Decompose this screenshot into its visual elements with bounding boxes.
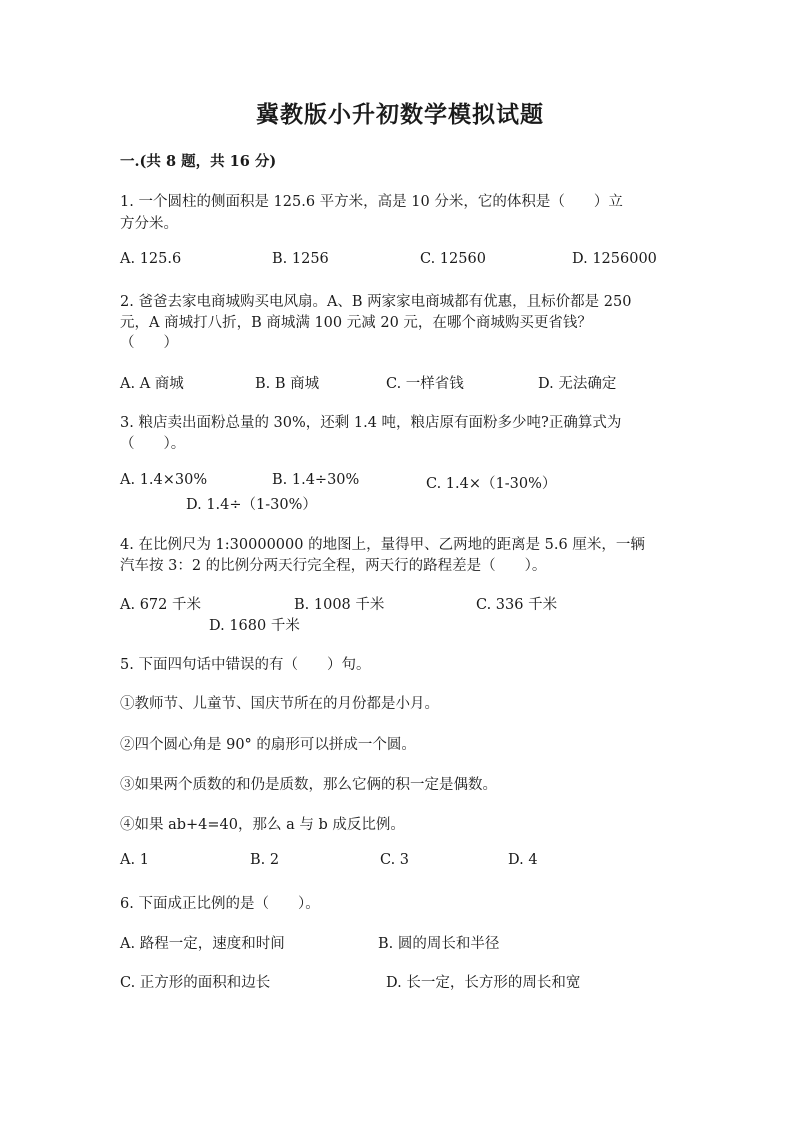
question-2-option-a: A. A 商城 [120, 376, 184, 392]
question-1-option-b: B. 1256 [272, 251, 329, 267]
question-1-option-c: C. 12560 [420, 251, 486, 267]
question-2-option-c: C. 一样省钱 [386, 376, 464, 392]
question-2-option-d: D. 无法确定 [538, 376, 617, 392]
question-6-text: 6. 下面成正比例的是（ ）。 [120, 896, 320, 912]
question-3-text-line-1: 3. 粮店卖出面粉总量的 30%，还剩 1.4 吨，粮店原有面粉多少吨?正确算式为 [120, 415, 622, 431]
question-6-option-d: D. 长一定，长方形的周长和宽 [386, 975, 581, 991]
question-5-statement-1: ①教师节、儿童节、国庆节所在的月份都是小月。 [120, 696, 439, 712]
question-3-text-line-2: （ ）。 [120, 436, 186, 452]
question-4-text-line-2: 汽车按 3：2 的比例分两天行完全程，两天行的路程差是（ ）。 [120, 558, 547, 574]
question-4-text-line-1: 4. 在比例尺为 1:30000000 的地图上，量得甲、乙两地的距离是 5.6 厘米，一辆 [120, 537, 645, 553]
question-1-text-line-2: 方分米。 [120, 216, 178, 232]
question-3-option-b: B. 1.4÷30% [272, 472, 360, 488]
question-6-option-b: B. 圆的周长和半径 [378, 936, 500, 952]
question-4-option-d: D. 1680 千米 [209, 618, 300, 634]
question-5-option-c: C. 3 [380, 852, 410, 868]
page-title: 冀教版小升初数学模拟试题 [256, 101, 544, 128]
question-5-statement-3: ③如果两个质数的和仍是质数，那么它俩的积一定是偶数。 [120, 777, 497, 793]
question-5-option-d: D. 4 [508, 852, 538, 868]
question-4-option-b: B. 1008 千米 [294, 597, 385, 613]
question-3-option-c: C. 1.4×（1-30%） [426, 476, 557, 492]
question-2-text-line-1: 2. 爸爸去家电商城购买电风扇。A、B 两家家电商城都有优惠，且标价都是 250 [120, 294, 632, 310]
question-2-option-b: B. B 商城 [255, 376, 320, 392]
question-6-option-a: A. 路程一定，速度和时间 [120, 936, 285, 952]
question-5-option-a: A. 1 [120, 852, 149, 868]
question-1-option-a: A. 125.6 [120, 251, 182, 267]
question-1-option-d: D. 1256000 [572, 251, 657, 267]
question-5-option-b: B. 2 [250, 852, 280, 868]
question-4-option-a: A. 672 千米 [120, 597, 201, 613]
question-6-option-c: C. 正方形的面积和边长 [120, 975, 271, 991]
question-3-option-a: A. 1.4×30% [120, 472, 208, 488]
question-2-text-line-3: （ ） [120, 335, 178, 351]
question-4-option-c: C. 336 千米 [476, 597, 558, 613]
question-3-option-d: D. 1.4÷（1-30%） [186, 497, 317, 513]
question-2-text-line-2: 元，A 商城打八折，B 商城满 100 元减 20 元，在哪个商城购买更省钱？ [120, 315, 592, 331]
question-5-statement-4: ④如果 ab+4=40，那么 a 与 b 成反比例。 [120, 817, 405, 833]
section-heading: 一.(共 8 题，共 16 分) [120, 153, 277, 170]
question-5-text: 5. 下面四句话中错误的有（ ）句。 [120, 657, 371, 673]
question-5-statement-2: ②四个圆心角是 90° 的扇形可以拼成一个圆。 [120, 737, 416, 753]
question-1-text-line-1: 1. 一个圆柱的侧面积是 125.6 平方米，高是 10 分米，它的体积是（ ）立 [120, 194, 623, 210]
